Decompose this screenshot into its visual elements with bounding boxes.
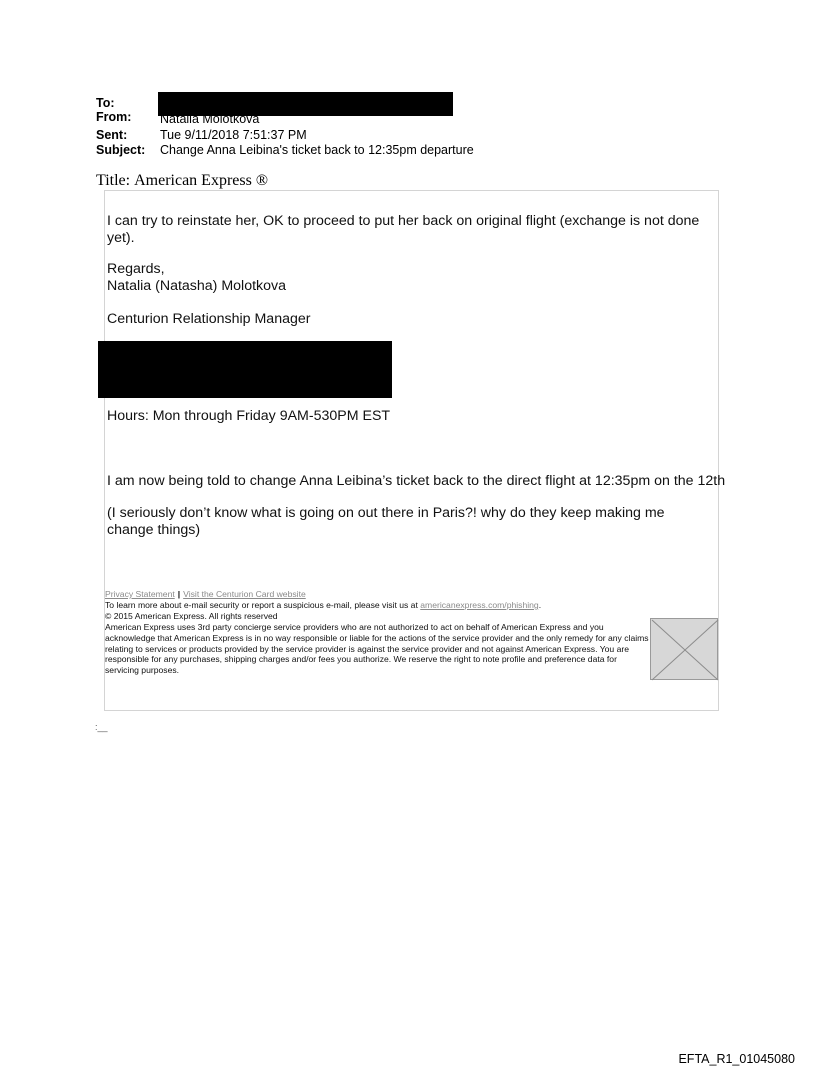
signature-name: Natalia (Natasha) Molotkova (107, 278, 286, 294)
document-title (96, 172, 268, 190)
to-label: To: (96, 96, 115, 110)
title-value: American Express ® (134, 172, 268, 189)
footer-links (105, 589, 306, 600)
phishing-end: . (538, 600, 542, 610)
subject-value: Change Anna Leibina's ticket back to 12:35pm departure (160, 143, 474, 157)
footer-disclaimer: American Express uses 3rd party concierge service providers who are not authorized to act on behalf of American Express and you acknowledge that American Express is in no way responsible or liable for the actions of the service provider and the only remedy for any claims relating to services or products provided by the service provider is against the service provider and not against American Express. You are responsible for any purchases, shipping charges and/or fees you authorize. We reserve the right to note profile and preference data for servicing purposes. (105, 622, 649, 676)
message-paragraph-paris: (I seriously don’t know what is going on out there in Paris?! why do they keep making me change things) (107, 505, 665, 538)
document-id: EFTA_R1_01045080 (678, 1052, 795, 1066)
message-paragraph-change: I am now being told to change Anna Leibina’s ticket back to the direct flight at 12:35pm on the 12th (107, 473, 726, 489)
sent-row (96, 128, 307, 143)
title-label: Title: (96, 172, 131, 189)
from-value: Natalia Molotkova (160, 112, 260, 126)
phishing-text: To learn more about e-mail security or report a suspicious e-mail, please visit us at (105, 600, 418, 610)
signature-regards: Regards, (107, 261, 165, 277)
centurion-website-link[interactable]: Visit the Centurion Card website (183, 589, 306, 599)
footer-copyright: © 2015 American Express. All rights reserved (105, 611, 278, 621)
signature-role: Centurion Relationship Manager (107, 311, 311, 327)
footer-separator: | (177, 589, 181, 599)
privacy-statement-link[interactable]: Privacy Statement (105, 589, 175, 599)
footer-phishing-line (105, 600, 541, 611)
from-label: From: (96, 110, 132, 124)
sent-value: Tue 9/11/2018 7:51:37 PM (160, 128, 307, 142)
stray-mark: :__ (95, 722, 108, 732)
subject-label: Subject: (96, 143, 146, 157)
signature-hours: Hours: Mon through Friday 9AM-530PM EST (107, 408, 391, 424)
message-paragraph-reinstate: I can try to reinstate her, OK to proceed to put her back on original flight (exchange is not done yet). (107, 213, 700, 246)
subject-row (96, 143, 474, 158)
broken-image-icon (650, 618, 718, 680)
from-row (96, 110, 259, 125)
redaction-bar-signature (98, 341, 392, 398)
sent-label: Sent: (96, 128, 128, 142)
to-row (96, 96, 160, 111)
broken-image-cross (651, 619, 719, 681)
phishing-link[interactable]: americanexpress.com/phishing (420, 600, 539, 610)
